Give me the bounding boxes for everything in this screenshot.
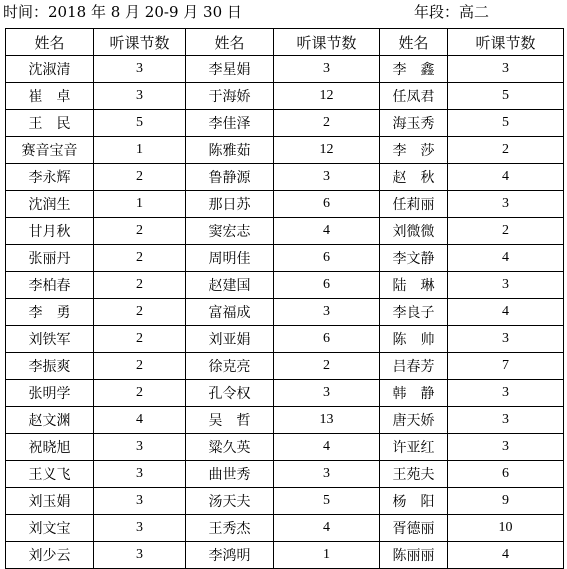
table-row (6, 272, 564, 299)
teacher-name-cell: 李文静 (380, 245, 448, 272)
table-row (6, 515, 564, 542)
teacher-name-cell: 陈 帅 (380, 326, 448, 353)
lesson-count-cell: 3 (94, 488, 186, 515)
teacher-name-cell: 李振爽 (6, 353, 94, 380)
teacher-name-cell: 李良子 (380, 299, 448, 326)
lesson-count-cell: 3 (274, 380, 380, 407)
column-header-name: 姓名 (380, 29, 448, 56)
lesson-count-cell: 2 (94, 218, 186, 245)
lesson-count-cell: 3 (94, 515, 186, 542)
teacher-name-cell: 刘亚娟 (186, 326, 274, 353)
lesson-count-cell: 3 (448, 191, 564, 218)
column-header-name: 姓名 (6, 29, 94, 56)
teacher-name-cell: 李鸿明 (186, 542, 274, 569)
teacher-name-cell: 刘少云 (6, 542, 94, 569)
lesson-count-cell: 12 (274, 83, 380, 110)
lesson-count-cell: 4 (274, 434, 380, 461)
lesson-count-cell: 5 (448, 83, 564, 110)
teacher-name-cell: 任莉丽 (380, 191, 448, 218)
teacher-name-cell: 张丽丹 (6, 245, 94, 272)
lesson-count-cell: 3 (448, 434, 564, 461)
table-row (6, 542, 564, 569)
lesson-count-cell: 4 (448, 299, 564, 326)
lesson-attendance-table (5, 28, 564, 569)
lesson-count-cell: 6 (274, 245, 380, 272)
lesson-count-cell: 3 (448, 407, 564, 434)
lesson-count-cell: 2 (274, 353, 380, 380)
lesson-count-cell: 2 (94, 299, 186, 326)
teacher-name-cell: 张明学 (6, 380, 94, 407)
column-header-count: 听课节数 (274, 29, 380, 56)
table-row (6, 299, 564, 326)
lesson-count-cell: 1 (274, 542, 380, 569)
table-row (6, 380, 564, 407)
table-row (6, 434, 564, 461)
lesson-count-cell: 2 (94, 245, 186, 272)
lesson-count-cell: 2 (448, 137, 564, 164)
lesson-count-cell: 2 (448, 218, 564, 245)
teacher-name-cell: 王 民 (6, 110, 94, 137)
teacher-name-cell: 赵建国 (186, 272, 274, 299)
column-header-count: 听课节数 (94, 29, 186, 56)
lesson-count-cell: 1 (94, 191, 186, 218)
teacher-name-cell: 汤天夫 (186, 488, 274, 515)
lesson-count-cell: 3 (448, 272, 564, 299)
teacher-name-cell: 刘铁军 (6, 326, 94, 353)
table-row (6, 56, 564, 83)
teacher-name-cell: 赵 秋 (380, 164, 448, 191)
lesson-count-cell: 3 (94, 56, 186, 83)
lesson-count-cell: 3 (274, 56, 380, 83)
teacher-name-cell: 许亚红 (380, 434, 448, 461)
teacher-name-cell: 周明佳 (186, 245, 274, 272)
teacher-name-cell: 王苑夫 (380, 461, 448, 488)
teacher-name-cell: 崔 卓 (6, 83, 94, 110)
teacher-name-cell: 赛音宝音 (6, 137, 94, 164)
teacher-name-cell: 李星娟 (186, 56, 274, 83)
teacher-name-cell: 胥德丽 (380, 515, 448, 542)
teacher-name-cell: 祝晓旭 (6, 434, 94, 461)
table-row (6, 326, 564, 353)
lesson-count-cell: 13 (274, 407, 380, 434)
column-header-name: 姓名 (186, 29, 274, 56)
lesson-count-cell: 4 (448, 164, 564, 191)
lesson-count-cell: 5 (94, 110, 186, 137)
teacher-name-cell: 窦宏志 (186, 218, 274, 245)
lesson-count-cell: 10 (448, 515, 564, 542)
teacher-name-cell: 李 勇 (6, 299, 94, 326)
lesson-count-cell: 6 (274, 326, 380, 353)
lesson-count-cell: 1 (94, 137, 186, 164)
table-row (6, 218, 564, 245)
lesson-count-cell: 2 (94, 326, 186, 353)
table-row (6, 407, 564, 434)
lesson-count-cell: 2 (274, 110, 380, 137)
teacher-name-cell: 陆 琳 (380, 272, 448, 299)
table-row (6, 191, 564, 218)
table-row (6, 461, 564, 488)
teacher-name-cell: 李柏春 (6, 272, 94, 299)
teacher-name-cell: 那日苏 (186, 191, 274, 218)
lesson-count-cell: 2 (94, 272, 186, 299)
teacher-name-cell: 任凤君 (380, 83, 448, 110)
teacher-name-cell: 李 莎 (380, 137, 448, 164)
teacher-name-cell: 唐天娇 (380, 407, 448, 434)
lesson-count-cell: 4 (448, 245, 564, 272)
teacher-name-cell: 李佳泽 (186, 110, 274, 137)
teacher-name-cell: 杨 阳 (380, 488, 448, 515)
lesson-count-cell: 9 (448, 488, 564, 515)
table-row (6, 245, 564, 272)
table-row (6, 164, 564, 191)
teacher-name-cell: 富福成 (186, 299, 274, 326)
lesson-count-cell: 3 (274, 461, 380, 488)
table-row (6, 353, 564, 380)
table-body (6, 56, 564, 569)
teacher-name-cell: 孔令权 (186, 380, 274, 407)
lesson-count-cell: 3 (274, 299, 380, 326)
teacher-name-cell: 陈丽丽 (380, 542, 448, 569)
teacher-name-cell: 海玉秀 (380, 110, 448, 137)
lesson-count-cell: 3 (274, 164, 380, 191)
lesson-count-cell: 3 (94, 461, 186, 488)
lesson-count-cell: 12 (274, 137, 380, 164)
teacher-name-cell: 沈淑清 (6, 56, 94, 83)
teacher-name-cell: 曲世秀 (186, 461, 274, 488)
grade-label: 年段：高二 (414, 3, 490, 21)
lesson-count-cell: 4 (94, 407, 186, 434)
lesson-count-cell: 7 (448, 353, 564, 380)
lesson-count-cell: 2 (94, 353, 186, 380)
teacher-name-cell: 刘微微 (380, 218, 448, 245)
table-row (6, 110, 564, 137)
teacher-name-cell: 李永辉 (6, 164, 94, 191)
lesson-count-cell: 3 (448, 56, 564, 83)
lesson-count-cell: 6 (274, 191, 380, 218)
lesson-count-cell: 4 (274, 218, 380, 245)
table-row (6, 83, 564, 110)
date-range-label: 时间：2018 年 8 月 20-9 月 30 日 (3, 3, 242, 21)
teacher-name-cell: 粱久英 (186, 434, 274, 461)
table-header-row (6, 29, 564, 56)
teacher-name-cell: 鲁静源 (186, 164, 274, 191)
lesson-count-cell: 2 (94, 380, 186, 407)
table-row (6, 488, 564, 515)
lesson-count-cell: 5 (274, 488, 380, 515)
lesson-count-cell: 3 (94, 542, 186, 569)
teacher-name-cell: 王秀杰 (186, 515, 274, 542)
lesson-count-cell: 4 (274, 515, 380, 542)
teacher-name-cell: 赵文渊 (6, 407, 94, 434)
teacher-name-cell: 沈润生 (6, 191, 94, 218)
teacher-name-cell: 王义飞 (6, 461, 94, 488)
teacher-name-cell: 甘月秋 (6, 218, 94, 245)
teacher-name-cell: 徐克亮 (186, 353, 274, 380)
lesson-count-cell: 2 (94, 164, 186, 191)
teacher-name-cell: 李 鑫 (380, 56, 448, 83)
teacher-name-cell: 于海娇 (186, 83, 274, 110)
lesson-count-cell: 4 (448, 542, 564, 569)
lesson-count-cell: 3 (94, 434, 186, 461)
lesson-count-cell: 5 (448, 110, 564, 137)
page-header (0, 0, 567, 26)
teacher-name-cell: 刘玉娟 (6, 488, 94, 515)
lesson-count-cell: 6 (274, 272, 380, 299)
teacher-name-cell: 韩 静 (380, 380, 448, 407)
teacher-name-cell: 吴 哲 (186, 407, 274, 434)
teacher-name-cell: 陈雅茹 (186, 137, 274, 164)
teacher-name-cell: 吕春芳 (380, 353, 448, 380)
teacher-name-cell: 刘文宝 (6, 515, 94, 542)
table-row (6, 137, 564, 164)
lesson-count-cell: 3 (94, 83, 186, 110)
column-header-count: 听课节数 (448, 29, 564, 56)
lesson-count-cell: 6 (448, 461, 564, 488)
lesson-count-cell: 3 (448, 380, 564, 407)
lesson-count-cell: 3 (448, 326, 564, 353)
